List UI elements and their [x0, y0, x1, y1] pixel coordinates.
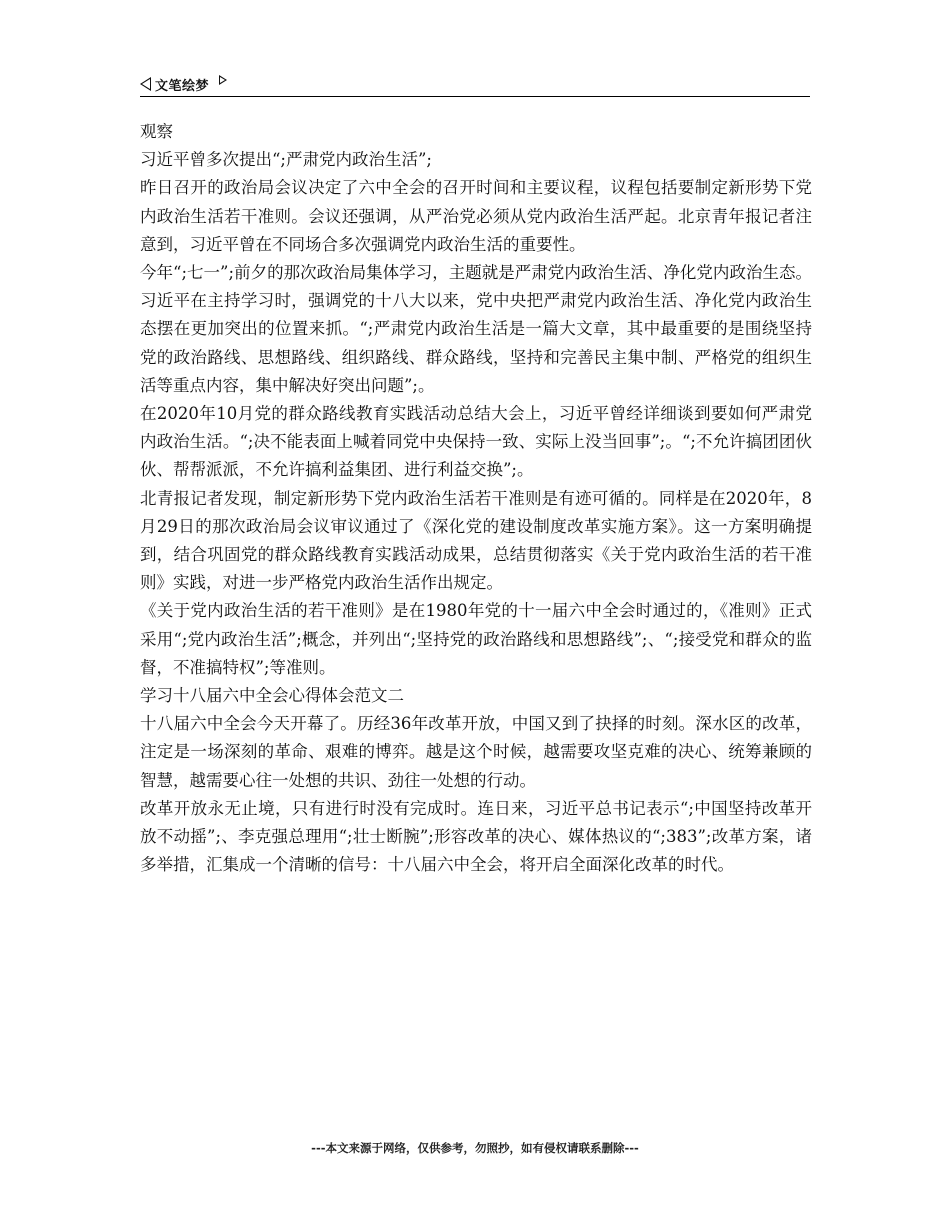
paragraph: 习近平曾多次提出“;严肃党内政治生活”;	[140, 150, 432, 170]
page-header	[140, 72, 810, 97]
paragraph: 《关于党内政治生活的若干准则》是在1980年党的十一届六中全会时通过的，《准则》正式采用“;党内政治生活”;概念，并列出“;坚持党的政治路线和思想路线”;、“;接受党和群众的监督，不准搞特权”;等准则。	[140, 601, 812, 677]
paragraph: 十八届六中全会今天开幕了。历经36年改革开放，中国又到了抉择的时刻。深水区的改革，注定是一场深刻的革命、艰难的博弈。越是这个时候，越需要攻坚克难的决心、统筹兼顾的智慧，越需要心往一处想的共识、劲往一处想的行动。	[140, 714, 812, 790]
paragraph: 在2020年10月党的群众路线教育实践活动总结大会上，习近平曾经详细谈到要如何严肃党内政治生活。“;决不能表面上喊着同党中央保持一致、实际上没当回事”;。“;不允许搞团团伙伙、帮帮派派，不允许搞利益集团、进行利益交换”;。	[140, 404, 812, 480]
triangle-right-icon	[219, 75, 227, 85]
page-footer-notice: ---本文来源于网络，仅供参考，勿照抄，如有侵权请联系删除---	[311, 1141, 639, 1155]
section-heading: 学习十八届六中全会心得体会范文二	[140, 686, 404, 706]
paragraph: 昨日召开的政治局会议决定了六中全会的召开时间和主要议程，议程包括要制定新形势下党内政治生活若干准则。会议还强调，从严治党必须从党内政治生活严起。北京青年报记者注意到，习近平曾在不同场合多次强调党内政治生活的重要性。	[140, 178, 812, 254]
paragraph: 今年“;七一”;前夕的那次政治局集体学习，主题就是严肃党内政治生活、净化党内政治生态。习近平在主持学习时，强调党的十八大以来，党中央把严肃党内政治生活、净化党内政治生态摆在更加突出的位置来抓。“;严肃党内政治生活是一篇大文章，其中最重要的是围绕坚持党的政治路线、思想路线、组织路线、群众路线，坚持和完善民主集中制、严格党的组织生活等重点内容，集中解决好突出问题”;。	[140, 263, 812, 395]
paragraph: 北青报记者发现，制定新形势下党内政治生活若干准则是有迹可循的。同样是在2020年，8月29日的那次政治局会议审议通过了《深化党的建设制度改革实施方案》。这一方案明确提到，结合巩固党的群众路线教育实践活动成果，总结贯彻落实《关于党内政治生活的若干准则》实践，对进一步严格党内政治生活作出规定。	[140, 488, 812, 593]
header-brand: 文笔绘梦	[155, 78, 210, 94]
section-label-observation: 观察	[140, 122, 173, 141]
triangle-left-icon	[140, 77, 151, 91]
paragraph: 改革开放永无止境，只有进行时没有完成时。连日来，习近平总书记表示“;中国坚持改革开放不动摇”;、李克强总理用“;壮士断腕”;形容改革的决心、媒体热议的“;383”;改革方案，诸多举措，汇集成一个清晰的信号：十八届六中全会，将开启全面深化改革的时代。	[140, 798, 812, 875]
document-body	[140, 118, 812, 879]
